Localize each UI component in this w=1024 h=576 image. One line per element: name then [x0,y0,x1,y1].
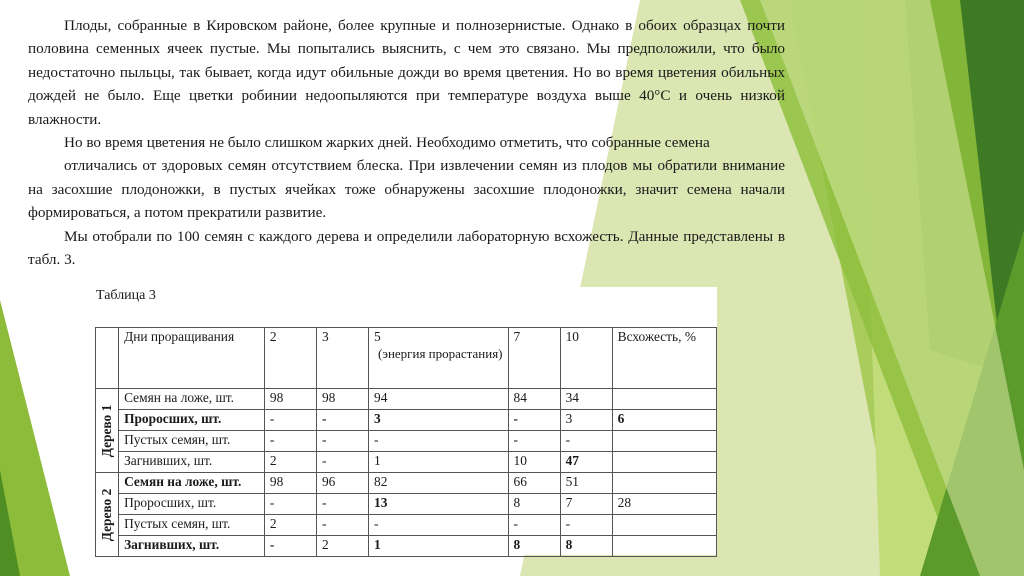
value-cell [612,515,716,536]
table-row [96,473,717,494]
value-cell [612,452,716,473]
value-cell [612,536,716,557]
value-cell: 51 [560,473,612,494]
value-cell: 98 [264,473,316,494]
tree-group-label [96,473,119,557]
value-cell: 82 [369,473,508,494]
table-row [96,410,717,431]
table-row [96,494,717,515]
value-cell: 3 [369,410,508,431]
value-cell: 8 [508,494,560,515]
row-label-cell: Загнивших, шт. [119,452,265,473]
value-cell: - [264,410,316,431]
value-cell: - [508,431,560,452]
row-label-cell: Проросших, шт. [119,410,265,431]
header-days: Дни проращивания [119,328,265,389]
table-row [96,431,717,452]
value-cell: 2 [316,536,368,557]
value-cell: 10 [508,452,560,473]
value-cell: - [316,494,368,515]
value-cell [612,431,716,452]
value-cell: 1 [369,452,508,473]
value-cell [612,473,716,494]
value-cell: 47 [560,452,612,473]
row-label-cell: Загнивших, шт. [119,536,265,557]
table-row [96,515,717,536]
value-cell: - [508,410,560,431]
value-cell: 1 [369,536,508,557]
value-cell: 98 [264,389,316,410]
tree-group-name: Дерево 1 [99,404,115,457]
value-cell: 8 [560,536,612,557]
value-cell: 34 [560,389,612,410]
header-empty-cell [96,328,119,389]
table-header-row [96,328,717,389]
value-cell: - [508,515,560,536]
germination-table [95,327,717,557]
value-cell: 3 [560,410,612,431]
value-cell: 84 [508,389,560,410]
tree-group-label [96,389,119,473]
value-cell: - [264,494,316,515]
table-3-image [92,287,717,555]
value-cell: - [264,536,316,557]
value-cell: 13 [369,494,508,515]
paragraph-4: Мы отобрали по 100 семян с каждого дерева и определили лабораторную всхожесть. Данные представлены в табл. 3. [28,227,785,269]
header-day-10: 10 [560,328,612,389]
header-day-3: 3 [316,328,368,389]
value-cell: - [560,515,612,536]
value-cell: 96 [316,473,368,494]
body-text [28,14,785,271]
table-caption: Таблица 3 [96,288,156,303]
row-label-cell: Семян на ложе, шт. [119,389,265,410]
value-cell: 8 [508,536,560,557]
value-cell: 98 [316,389,368,410]
value-cell: 6 [612,410,716,431]
paragraph-2: Но во время цветения не было слишком жарких дней. Необходимо отметить, что собранные семена [64,134,710,152]
table-row [96,536,717,557]
header-day-5 [369,328,508,389]
row-label-cell: Пустых семян, шт. [119,431,265,452]
value-cell: - [264,431,316,452]
table-row [96,452,717,473]
paragraph-1: Плоды, собранные в Кировском районе, более крупные и полнозернистые. Однако в обоих образцах почти половина семенных ячеек пустые. Мы попытались выяснить, с чем это связано. Мы предположили, что было недостаточно пыльцы, так бывает, когда идут обильные дожди во время цветения. Но во время цветения обильных дождей не было. Еще цветки робинии недоопыляются при температуре воздуха выше 40°С и очень низкой влажности. [28,17,785,128]
row-label-cell: Пустых семян, шт. [119,515,265,536]
tree-group-name: Дерево 2 [99,488,115,541]
value-cell: - [316,410,368,431]
header-day-5-value: 5 [374,329,381,344]
value-cell: - [316,452,368,473]
value-cell: 66 [508,473,560,494]
row-label-cell: Проросших, шт. [119,494,265,515]
header-germination: Всхожесть, % [612,328,716,389]
paragraph-3: отличались от здоровых семян отсутствием блеска. При извлечении семян из плодов мы обратили внимание на засохшие плодоножки, в пустых ячейках тоже обнаружены засохшие плодоножки, значит семена начали формироваться, а потом прекратили развитие. [28,157,785,222]
header-day-5-note: (энергия прорастания) [378,346,503,361]
header-day-7: 7 [508,328,560,389]
value-cell: - [316,431,368,452]
table-row [96,389,717,410]
value-cell: 28 [612,494,716,515]
value-cell: 7 [560,494,612,515]
row-label-cell: Семян на ложе, шт. [119,473,265,494]
value-cell: 94 [369,389,508,410]
value-cell: - [560,431,612,452]
value-cell: - [369,431,508,452]
header-day-2: 2 [264,328,316,389]
value-cell: 2 [264,452,316,473]
value-cell: 2 [264,515,316,536]
value-cell: - [369,515,508,536]
value-cell [612,389,716,410]
value-cell: - [316,515,368,536]
